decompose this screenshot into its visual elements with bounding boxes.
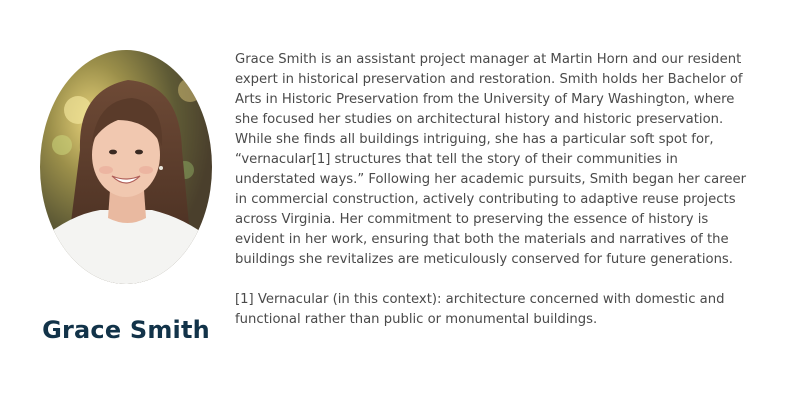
profile-photo (40, 50, 212, 284)
bio-paragraph: Grace Smith is an assistant project manager at Martin Horn and our resident expert in historical preservation and restoration. Smith holds her Bachelor of Arts in Historic Preservation from the University of Mary Washington, where she focused her studies on architectural history and historic preservation. While she finds all buildings intriguing, she has a particular soft spot for, “vernacular[1] structures that tell the story of their communities in understated ways.” Following her academic pursuits, Smith began her career in commercial construction, actively contributing to adaptive reuse projects across Virginia. Her commitment to preserving the essence of history is evident in her work, ensuring that both the materials and narratives of the buildings she revitalizes are meticulously conserved for future generations. (235, 52, 746, 267)
bio-footnote: [1] Vernacular (in this context): architecture concerned with domestic and functional rather than public or monumental buildings. (235, 292, 725, 327)
person-name: Grace Smith (42, 316, 210, 344)
person-photo-icon (40, 50, 212, 284)
bio-section (235, 50, 755, 330)
